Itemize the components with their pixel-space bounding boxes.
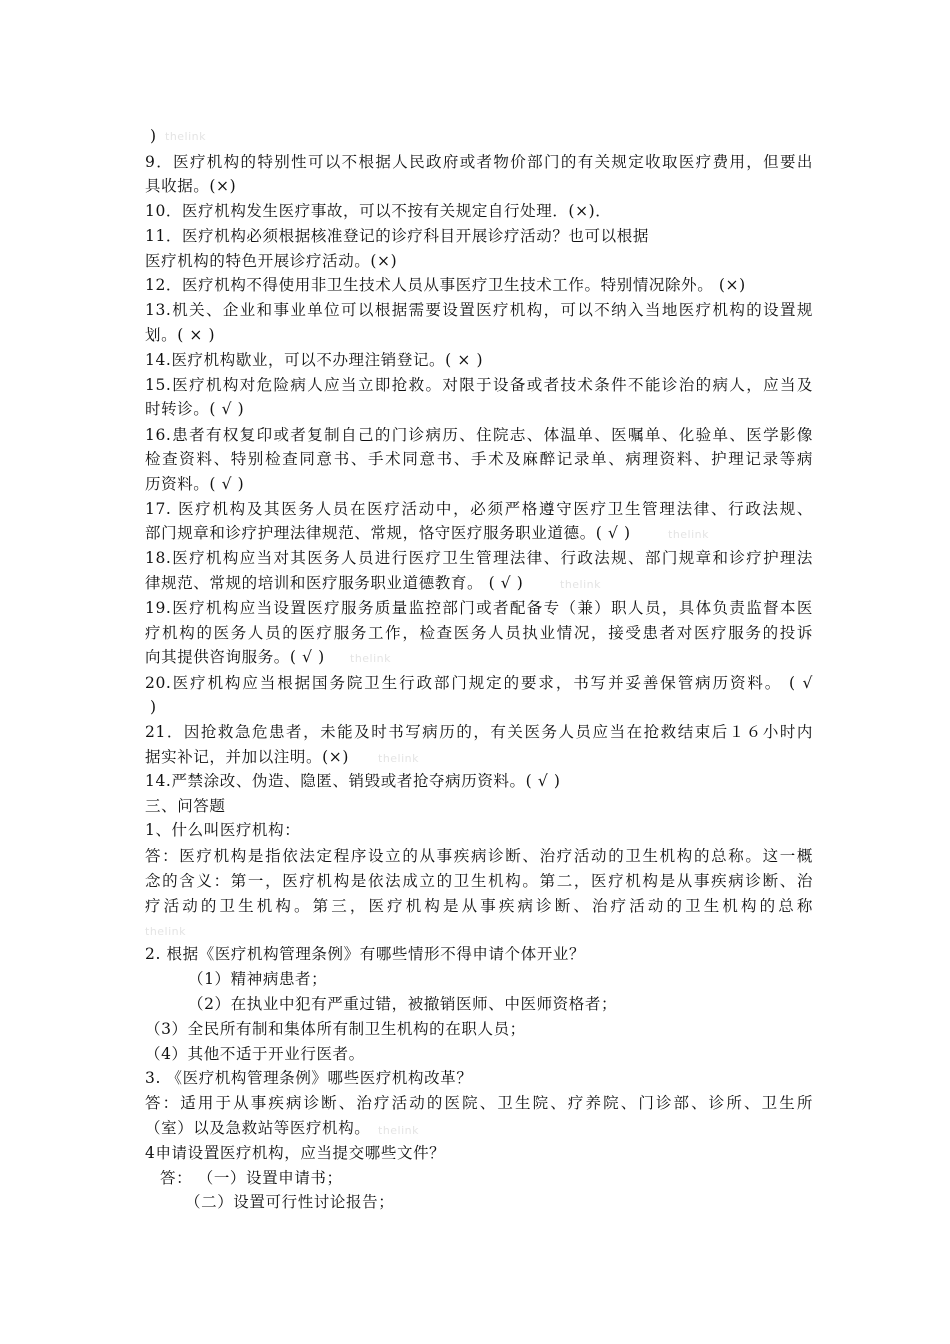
- watermark: thelink: [378, 752, 420, 765]
- text-line: 医疗机构的特色开展诊疗活动。(×): [145, 252, 398, 270]
- text-line: 9．医疗机构的特别性可以不根据人民政府或者物价部门的有关规定收取医疗费用，但要出: [145, 153, 813, 171]
- question-heading: 3. 《医疗机构管理条例》哪些医疗机构改革？: [145, 1069, 473, 1087]
- question-heading: 1、什么叫医疗机构：: [145, 821, 301, 839]
- text-line: 律规范、常规的培训和医疗服务职业道德教育。 ( √ ): [145, 574, 524, 592]
- text-line: 18.医疗机构应当对其医务人员进行医疗卫生管理法律、行政法规、部门规章和诊疗护理法: [145, 549, 813, 567]
- list-item: （二）设置可行性讨论报告；: [185, 1193, 395, 1211]
- text-line: 12．医疗机构不得使用非卫生技术人员从事医疗卫生技术工作。特别情况除外。 (×): [145, 276, 746, 294]
- text-line: 时转诊。( √ ): [145, 400, 245, 418]
- watermark: thelink: [378, 1124, 420, 1137]
- watermark: thelink: [165, 130, 207, 143]
- text-line: 划。( × ): [145, 326, 216, 344]
- text-line: 疗活动的卫生机构。第三，医疗机构是从事疾病诊断、治疗活动的卫生机构的总称: [145, 897, 813, 915]
- text-line: 向其提供咨询服务。( √ ): [145, 648, 325, 666]
- text-line: 10．医疗机构发生医疗事故，可以不按有关规定自行处理．(×)．: [145, 202, 612, 220]
- watermark: thelink: [350, 652, 392, 665]
- text-line: 具收据。(×): [145, 177, 237, 195]
- watermark: thelink: [145, 925, 187, 938]
- text-line: 16.患者有权复印或者复制自己的门诊病历、住院志、体温单、医嘱单、化验单、医学影像: [145, 426, 813, 444]
- watermark: thelink: [560, 578, 602, 591]
- list-item: （1）精神病患者；: [188, 970, 328, 988]
- text-line: 检查资料、特别检查同意书、手术同意书、手术及麻醉记录单、病理资料、护理记录等病: [145, 450, 813, 468]
- text-line: 11．医疗机构必须根据核准登记的诊疗科目开展诊疗活动？也可以根据: [145, 227, 649, 245]
- text-line: 15.医疗机构对危险病人应当立即抢救。对限于设备或者技术条件不能诊治的病人，应当及: [145, 376, 813, 394]
- text-line: 21．因抢救急危患者，未能及时书写病历的，有关医务人员应当在抢救结束后１６小时内: [145, 723, 813, 741]
- text-line: 14.医疗机构歇业，可以不办理注销登记。( × ): [145, 351, 484, 369]
- text-line: （室）以及急救站等医疗机构。: [145, 1119, 371, 1137]
- list-item: （3）全民所有制和集体所有制卫生机构的在职人员；: [145, 1020, 526, 1038]
- text-line: ): [150, 127, 157, 145]
- text-line: 答：适用于从事疾病诊断、治疗活动的医院、卫生院、疗养院、门诊部、诊所、卫生所: [145, 1094, 813, 1112]
- question-heading: 4申请设置医疗机构，应当提交哪些文件？: [145, 1144, 446, 1162]
- text-line: 20.医疗机构应当根据国务院卫生行政部门规定的要求，书写并妥善保管病历资料。 ( √: [145, 674, 813, 692]
- list-item: （2）在执业中犯有严重过错，被撤销医师、中医师资格者；: [188, 995, 618, 1013]
- text-line: 答：医疗机构是指依法定程序设立的从事疾病诊断、治疗活动的卫生机构的总称。这一概: [145, 847, 813, 865]
- list-item: 答： （一）设置申请书；: [160, 1169, 343, 1187]
- text-line: 13.机关、企业和事业单位可以根据需要设置医疗机构，可以不纳入当地医疗机构的设置规: [145, 301, 813, 319]
- section-heading: 三、问答题: [145, 797, 226, 815]
- text-line: 历资料。( √ ): [145, 475, 245, 493]
- text-line: ): [150, 698, 157, 716]
- text-line: 疗机构的医务人员的医疗服务工作，检查医务人员执业情况，接受患者对医疗服务的投诉: [145, 624, 813, 642]
- text-line: 念的含义：第一，医疗机构是依法成立的卫生机构。第二，医疗机构是从事疾病诊断、治: [145, 872, 813, 890]
- text-line: 17. 医疗机构及其医务人员在医疗活动中，必须严格遵守医疗卫生管理法律、行政法规、: [145, 500, 813, 518]
- text-line: 14.严禁涂改、伪造、隐匿、销毁或者抢夺病历资料。( √ ): [145, 772, 561, 790]
- text-line: 据实补记，并加以注明。(×): [145, 748, 349, 766]
- list-item: （4）其他不适于开业行医者。: [145, 1045, 365, 1063]
- question-heading: 2. 根据《医疗机构管理条例》有哪些情形不得申请个体开业？: [145, 945, 586, 963]
- text-line: 部门规章和诊疗护理法律规范、常规，恪守医疗服务职业道德。( √ ): [145, 524, 631, 542]
- text-line: 19.医疗机构应当设置医疗服务质量监控部门或者配备专（兼）职人员，具体负责监督本医: [145, 599, 813, 617]
- watermark: thelink: [668, 528, 710, 541]
